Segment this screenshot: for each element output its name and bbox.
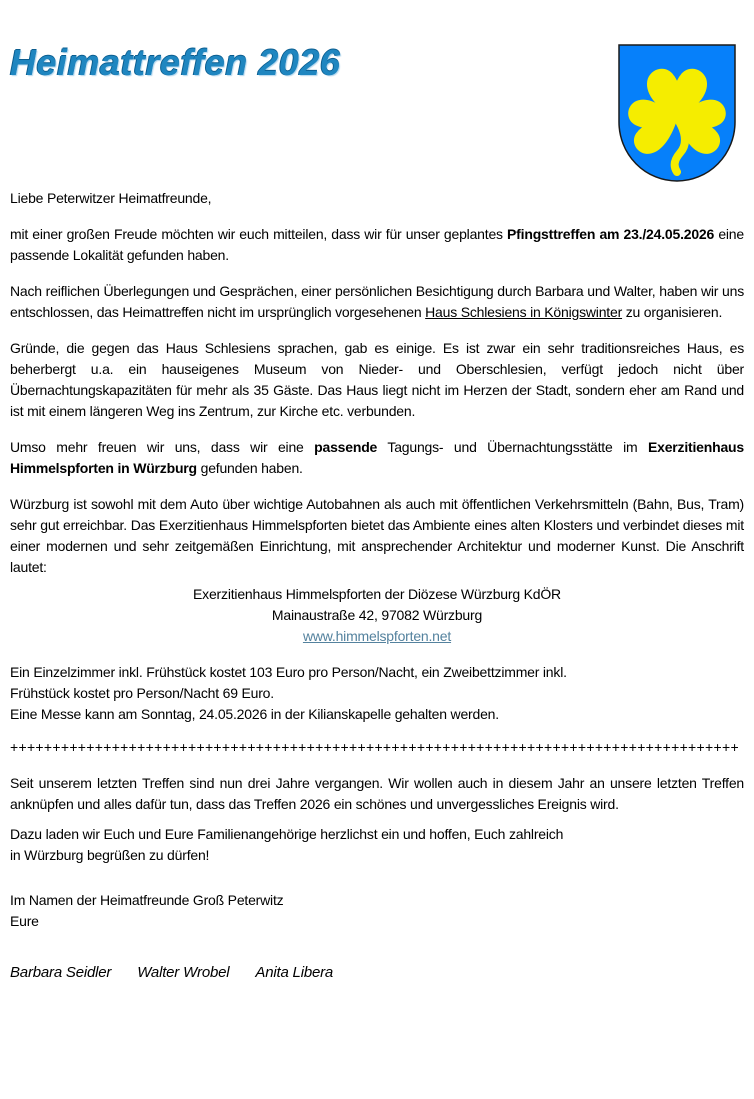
paragraph-new-venue — [10, 437, 744, 479]
text-run: Pfingsttreffen am 23./24.05.2026 — [507, 226, 715, 242]
text-run: ++++++++++++++++++++++++++++++++++++++++++++++++++++++++++++++++++++++++++++++++++++++ — [10, 739, 739, 755]
text-run: gefunden haben. — [196, 460, 303, 476]
paragraph-three-years — [10, 773, 744, 815]
text-run: Würzburg ist sowohl mit dem Auto über wichtige Autobahnen als auch mit öffentlichen Verkehrsmitteln (Bahn, Bus, Tram) sehr gut erreichbar. Das Exerzitienhaus Himmelspforten bietet das Ambiente eines alten Klosters und verbindet dieses mit einer modernen und sehr zeitgemäßen Einrichtung, mit ansprechender Architektur und moderner Kunst. Die Anschrift lautet: — [10, 496, 744, 575]
paragraph-decision — [10, 281, 744, 323]
text-run: Ein Einzelzimmer inkl. Frühstück kostet 103 Euro pro Person/Nacht, ein Zweibettzimmer inkl. — [10, 664, 567, 680]
text-run: Liebe Peterwitzer Heimatfreunde, — [10, 190, 212, 206]
text-run: Frühstück kostet pro Person/Nacht 69 Euro. — [10, 685, 274, 701]
address-block — [10, 584, 744, 647]
text-run: zu organisieren. — [622, 304, 723, 320]
coat-of-arms — [618, 44, 736, 182]
text-run: Walter Wrobel — [137, 964, 230, 981]
text-run: Dazu laden wir Euch und Eure Familienangehörige herzlichst ein und hoffen, Euch zahlreich — [10, 826, 564, 842]
text-run: Umso mehr freuen wir uns, dass wir eine — [10, 439, 315, 455]
text-run: Tagungs- und Übernachtungsstätte im — [377, 439, 648, 455]
text-run: Im Namen der Heimatfreunde Groß Peterwitz — [10, 892, 284, 908]
text-run: Eure — [10, 913, 39, 929]
text-run: Eine Messe kann am Sonntag, 24.05.2026 in der Kilianskapelle gehalten werden. — [10, 706, 499, 722]
paragraph-prices — [10, 662, 744, 725]
text-run: Anita Libera — [255, 964, 334, 981]
text-run: Haus Schlesiens in Königswinter — [425, 304, 623, 320]
text-run: mit einer großen Freude möchten wir euch mitteilen, dass wir für unser geplantes — [10, 226, 508, 242]
text-run: Mainaustraße 42, 97082 Würzburg — [271, 607, 483, 623]
salutation — [10, 188, 744, 209]
closing — [10, 890, 744, 932]
letter-body — [10, 188, 744, 983]
page-title: Heimattreffen 2026 — [10, 42, 341, 83]
text-run: Nach reiflichen Überlegungen und Gesprächen, einer persönlichen Besichtigung durch Barbara und Walter, haben wir uns entschlossen, das Heimattreffen nicht im ursprünglich vorgesehenen — [10, 283, 744, 320]
himmelspforten-link[interactable]: www.himmelspforten.net — [302, 628, 452, 644]
text-run: Exerzitienhaus Himmelspforten in Würzburg — [10, 439, 744, 476]
signatures — [10, 962, 744, 983]
paragraph-invitation — [10, 824, 744, 866]
text-run: Barbara Seidler — [10, 964, 112, 981]
text-run: Seit unserem letzten Treffen sind nun drei Jahre vergangen. Wir wollen auch in diesem Jahr an unsere letzten Treffen anknüpfen und alles dafür tun, dass das Treffen 2026 ein schönes und unvergessliches Ereignis wird. — [10, 775, 744, 812]
text-run: Gründe, die gegen das Haus Schlesiens sprachen, gab es einige. Es ist zwar ein sehr traditionsreiches Haus, es beherbergt u.a. ein hauseigenes Museum von Nieder- und Oberschlesien, verfügt jedoch nicht über Übernachtungskapazitäten für mehr als 35 Gäste. Das Haus liegt nicht im Herzen der Stadt, sondern eher am Rand und ist mit einem längeren Weg ins Zentrum, zur Kirche etc. verbunden. — [10, 340, 744, 419]
plus-separator — [10, 737, 744, 758]
text-run: passende — [314, 439, 378, 455]
text-run: Exerzitienhaus Himmelspforten der Diözese Würzburg KdÖR — [193, 586, 561, 602]
paragraph-wuerzburg — [10, 494, 744, 578]
text-run: eine passende Lokalität gefunden haben. — [10, 226, 744, 263]
paragraph-reasons — [10, 338, 744, 422]
paragraph-announcement — [10, 224, 744, 266]
text-run: in Würzburg begrüßen zu dürfen! — [10, 847, 210, 863]
